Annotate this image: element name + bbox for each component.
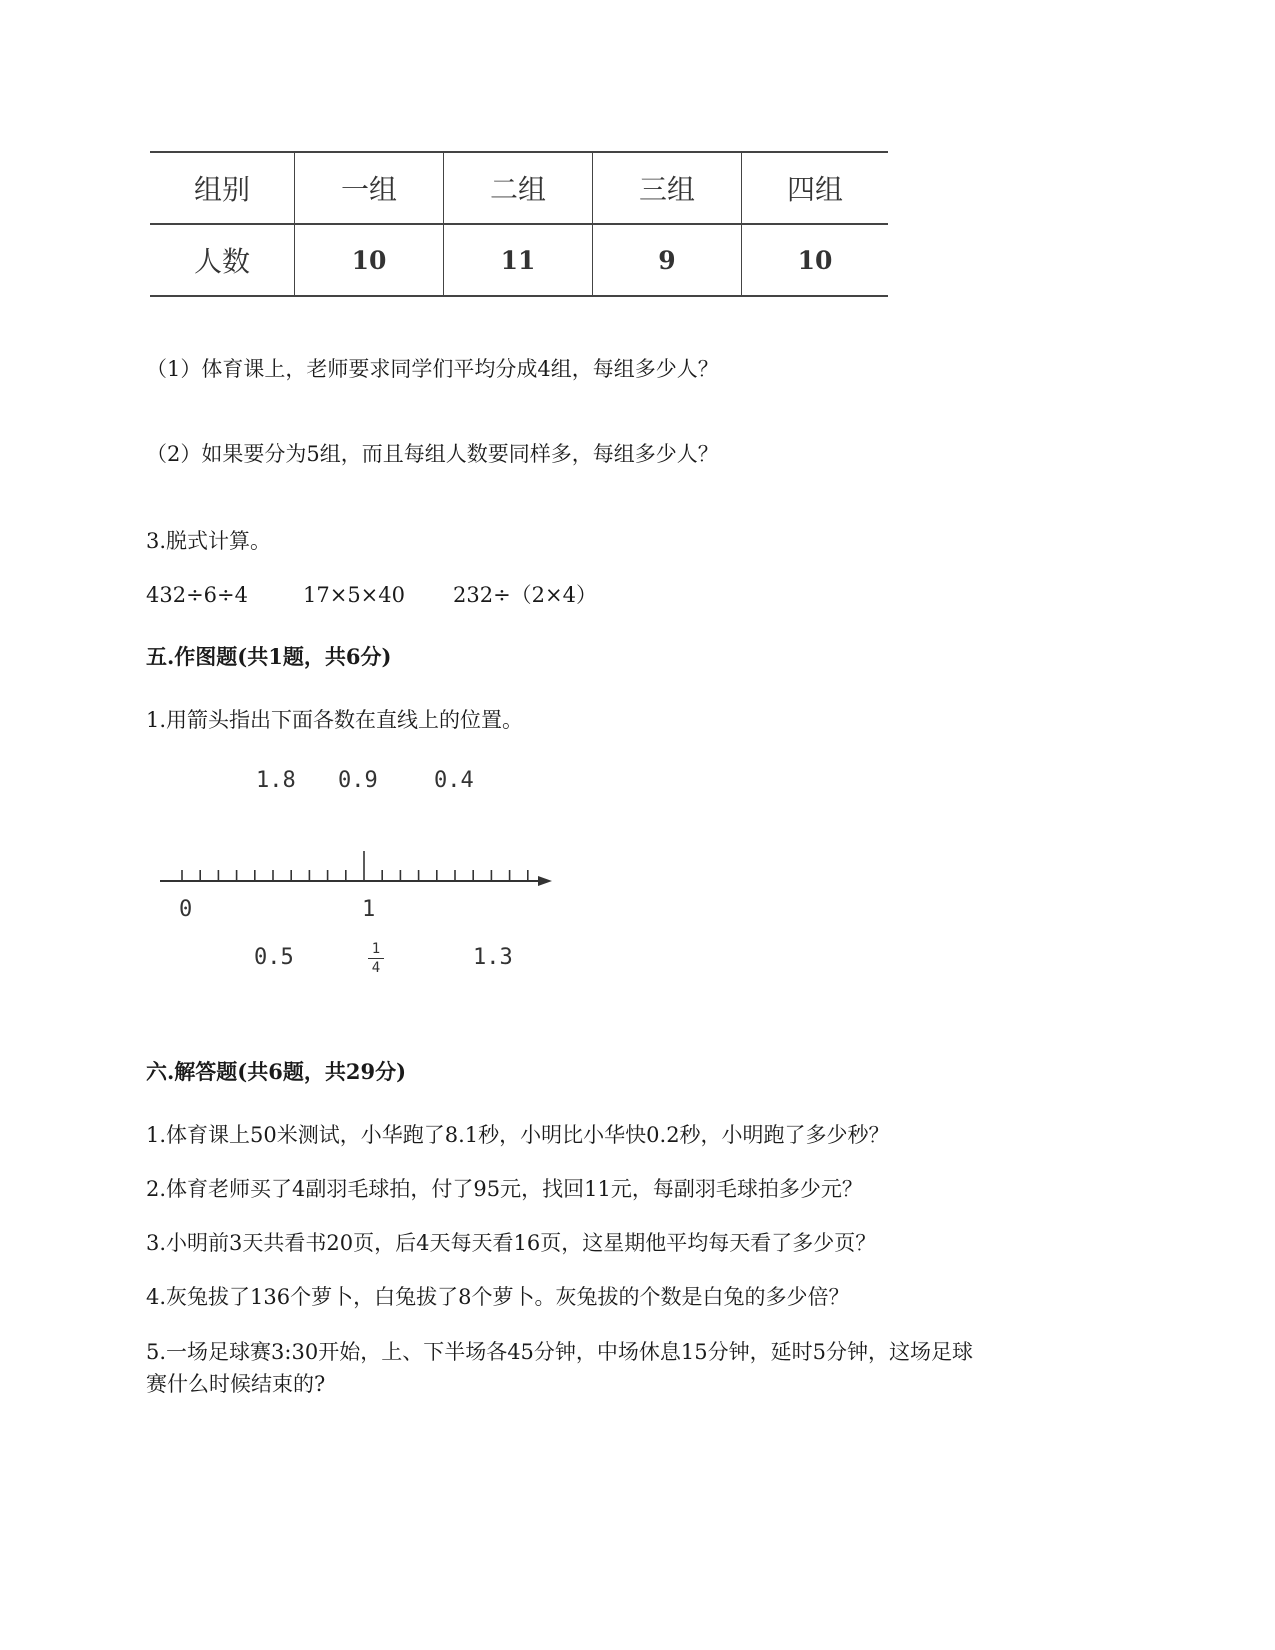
number-label: 1.8 xyxy=(256,768,296,793)
table-cell: 四组 xyxy=(742,152,889,224)
question-1: （1）体育课上，老师要求同学们平均分成4组，每组多少人？ xyxy=(146,357,719,381)
fraction-denominator: 4 xyxy=(371,960,381,976)
table-cell: 10 xyxy=(295,224,444,296)
number-label: 1.3 xyxy=(473,945,513,970)
section-6-question: 1.体育课上50米测试，小华跑了8.1秒，小明比小华快0.2秒，小明跑了多少秒？ xyxy=(146,1123,890,1147)
table-cell: 人数 xyxy=(150,224,295,296)
table-cell: 一组 xyxy=(295,152,444,224)
calc-expression: 17×5×40 xyxy=(303,583,405,607)
table-cell: 11 xyxy=(444,224,593,296)
table-cell: 二组 xyxy=(444,152,593,224)
fraction-bar xyxy=(368,958,384,959)
number-line xyxy=(158,845,558,895)
number-label: 0.4 xyxy=(434,768,474,793)
section-6-title: 六.解答题(共6题，共29分) xyxy=(146,1059,407,1084)
group-table xyxy=(150,151,888,297)
table-cell: 三组 xyxy=(593,152,742,224)
table-cell: 组别 xyxy=(150,152,295,224)
section-6-question-5-line-2: 赛什么时候结束的? xyxy=(146,1372,326,1396)
table-row xyxy=(150,224,888,296)
number-label: 0.9 xyxy=(338,768,378,793)
fraction-one-quarter xyxy=(368,941,384,976)
arrow-head-icon xyxy=(538,876,552,886)
section-6-question-5-line-1: 5.一场足球赛3:30开始，上、下半场各45分钟，中场休息15分钟，延时5分钟，这场足球 xyxy=(146,1340,973,1364)
section-6-question: 3.小明前3天共看书20页，后4天每天看16页，这星期他平均每天看了多少页？ xyxy=(146,1231,877,1255)
table-header-row xyxy=(150,152,888,224)
calc-title: 3.脱式计算。 xyxy=(146,529,272,553)
calc-expression: 232÷（2×4） xyxy=(453,583,597,607)
calc-expressions xyxy=(146,579,597,609)
number-label: 0.5 xyxy=(254,945,294,970)
section-6-question: 2.体育老师买了4副羽毛球拍，付了95元，找回11元，每副羽毛球拍多少元？ xyxy=(146,1177,863,1201)
fraction-numerator: 1 xyxy=(371,941,381,957)
section-5-question-1: 1.用箭头指出下面各数在直线上的位置。 xyxy=(146,708,524,732)
axis-label-zero: 0 xyxy=(179,897,193,922)
question-2: （2）如果要分为5组，而且每组人数要同样多，每组多少人？ xyxy=(146,442,719,466)
table-cell: 9 xyxy=(593,224,742,296)
section-6-question: 4.灰兔拔了136个萝卜，白兔拔了8个萝卜。灰兔拔的个数是白兔的多少倍？ xyxy=(146,1285,850,1309)
calc-expression: 432÷6÷4 xyxy=(146,583,248,607)
section-5-title: 五.作图题(共1题，共6分) xyxy=(146,644,392,669)
axis-label-one: 1 xyxy=(362,897,376,922)
table-cell: 10 xyxy=(742,224,889,296)
